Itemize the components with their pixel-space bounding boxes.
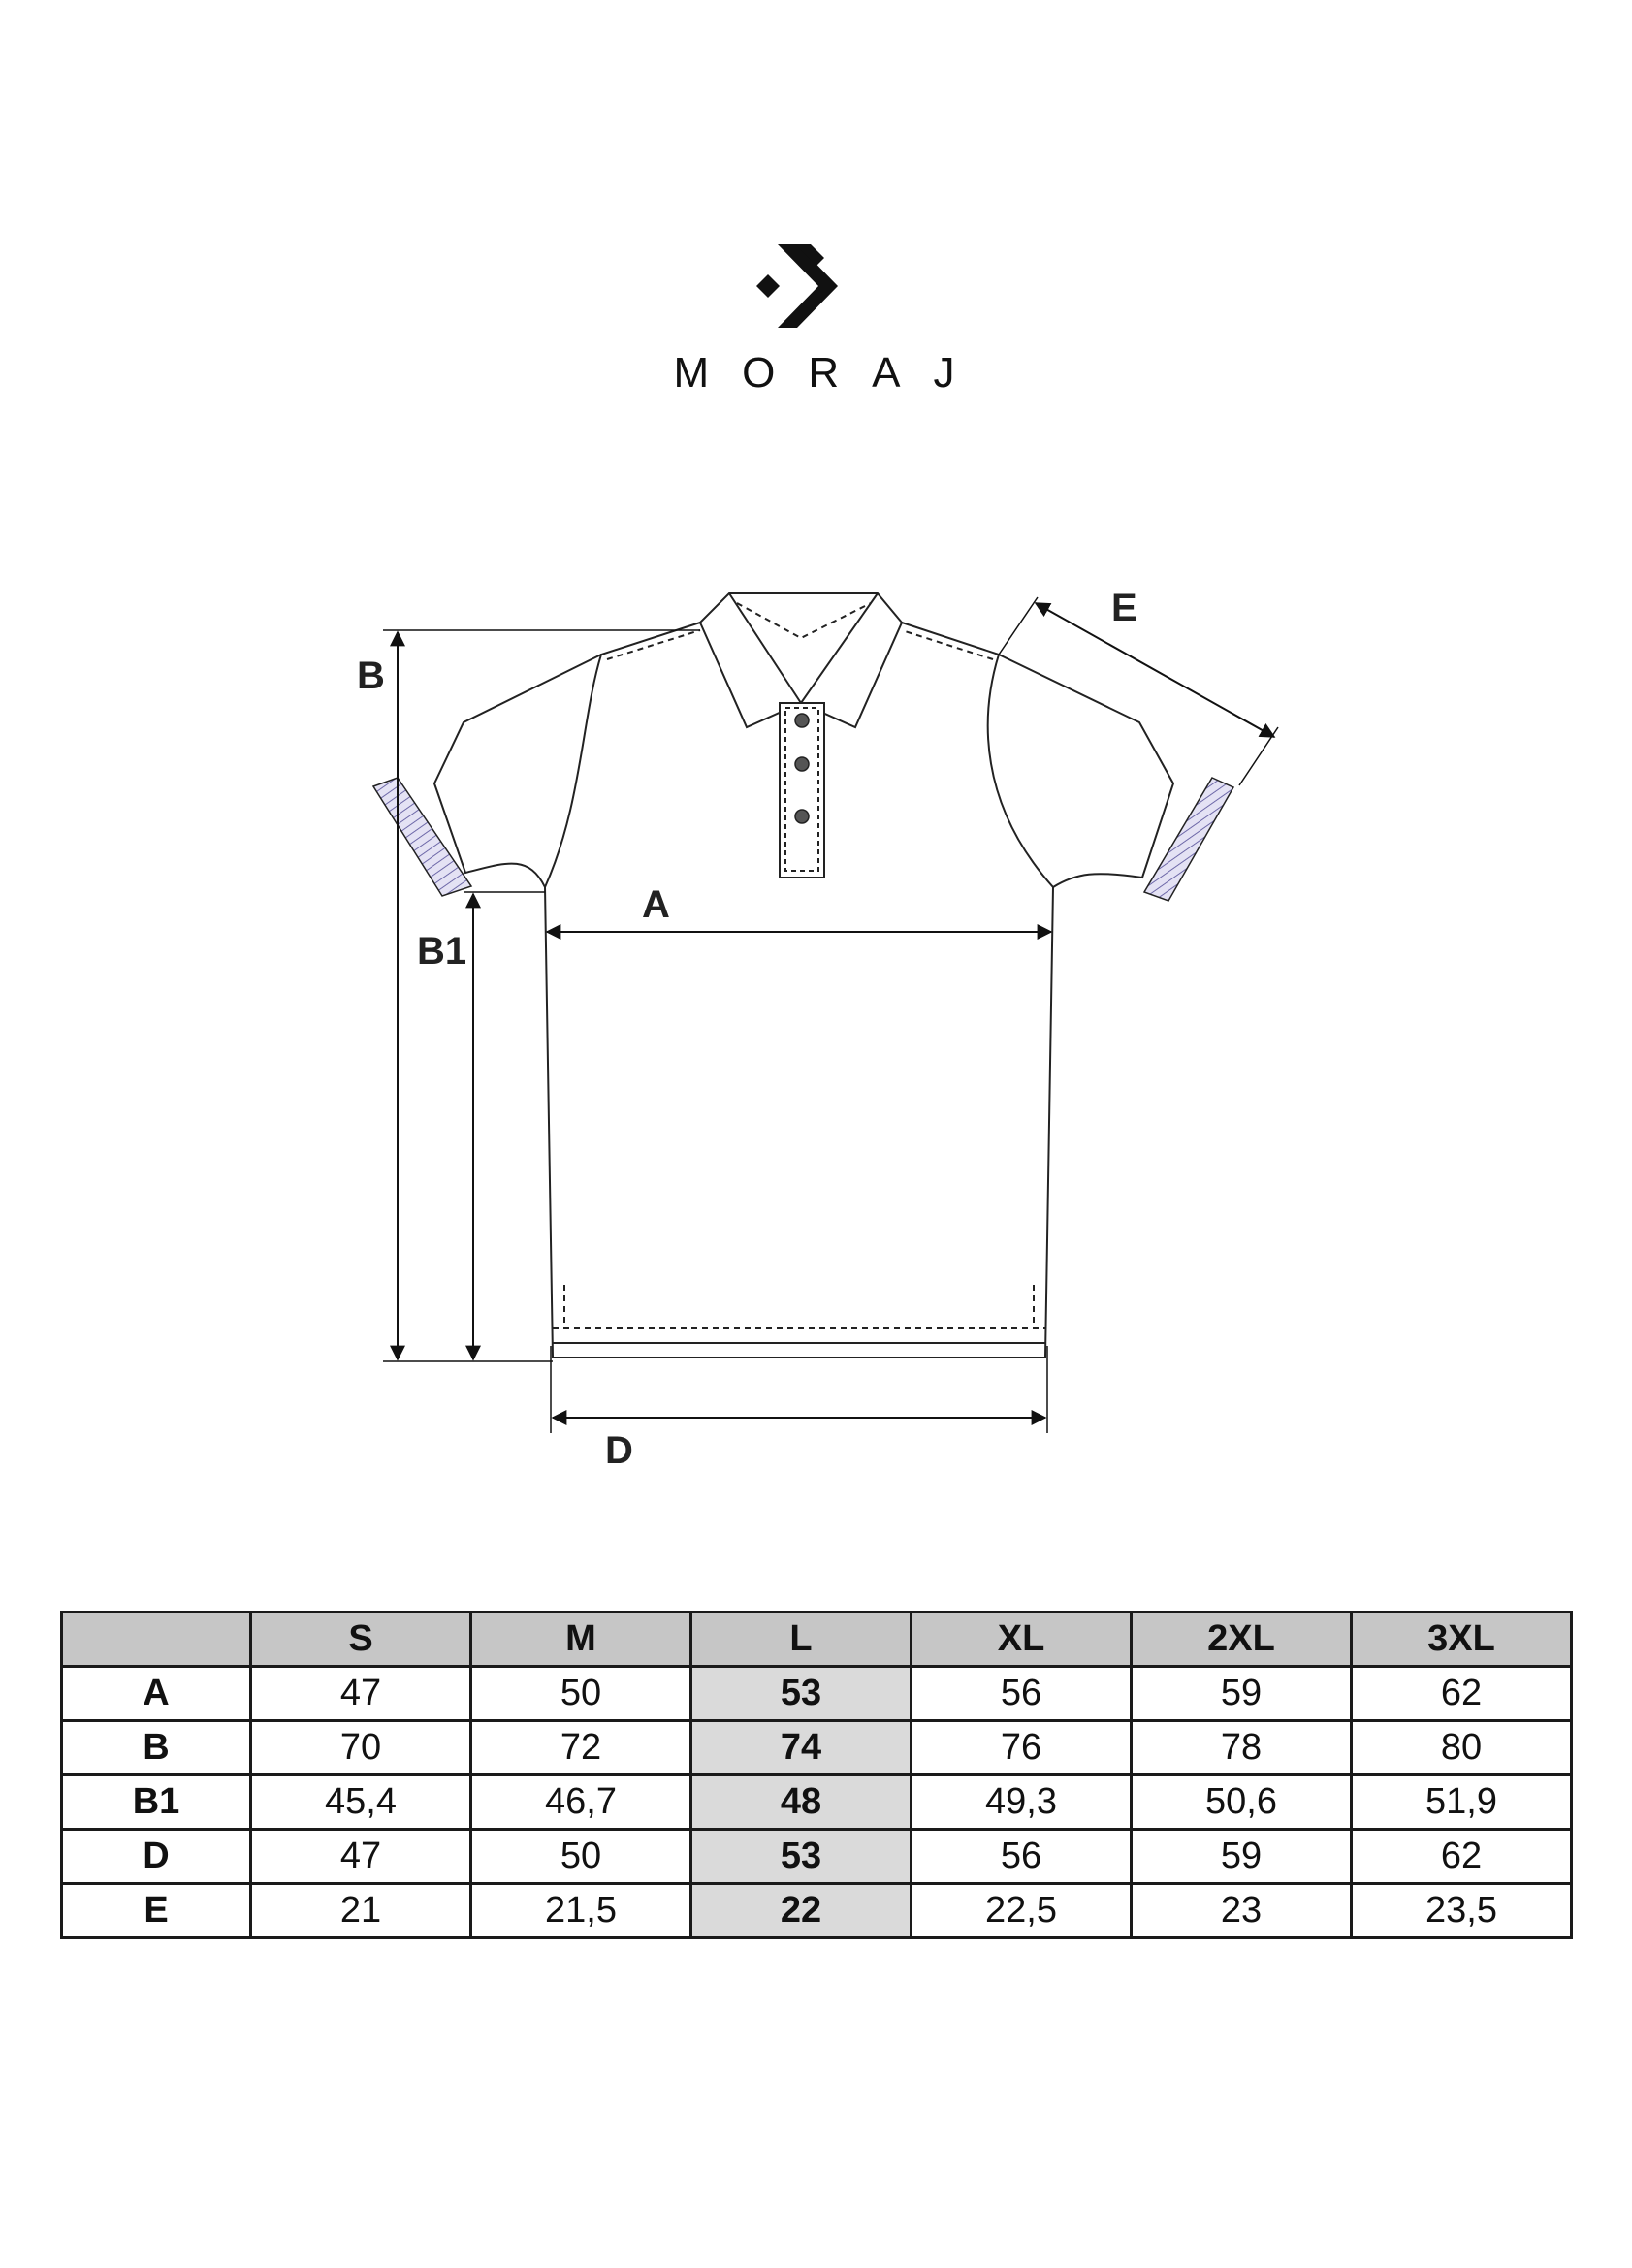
table-row (62, 1721, 1572, 1775)
size-header-2xl: 2XL (1132, 1613, 1352, 1667)
table-cell: 46,7 (471, 1775, 691, 1830)
size-header-l: L (691, 1613, 912, 1667)
table-cell: 62 (1352, 1830, 1572, 1884)
table-cell: 23,5 (1352, 1884, 1572, 1938)
size-header-m: M (471, 1613, 691, 1667)
table-row (62, 1775, 1572, 1830)
table-cell: 70 (251, 1721, 471, 1775)
table-cell: 50 (471, 1667, 691, 1721)
table-cell: 56 (912, 1830, 1132, 1884)
measurement-lines (383, 597, 1278, 1433)
row-label: D (62, 1830, 251, 1884)
measure-label-b: B (357, 655, 385, 697)
table-row (62, 1884, 1572, 1938)
corner-cell (62, 1613, 251, 1667)
table-cell-highlighted: 53 (691, 1830, 912, 1884)
table-row (62, 1667, 1572, 1721)
table-cell: 80 (1352, 1721, 1572, 1775)
table-cell: 59 (1132, 1667, 1352, 1721)
table-cell: 50,6 (1132, 1775, 1352, 1830)
moraj-arrow-logo-icon (756, 242, 853, 330)
table-cell: 49,3 (912, 1775, 1132, 1830)
size-header-xl: XL (912, 1613, 1132, 1667)
table-cell: 47 (251, 1830, 471, 1884)
table-cell: 21,5 (471, 1884, 691, 1938)
measure-label-d: D (605, 1429, 633, 1472)
row-label: B1 (62, 1775, 251, 1830)
size-header-s: S (251, 1613, 471, 1667)
table-cell-highlighted: 74 (691, 1721, 912, 1775)
shirt-outline (434, 593, 1173, 1358)
table-cell: 45,4 (251, 1775, 471, 1830)
table-cell: 23 (1132, 1884, 1352, 1938)
table-cell: 51,9 (1352, 1775, 1572, 1830)
row-label: A (62, 1667, 251, 1721)
table-cell: 62 (1352, 1667, 1572, 1721)
table-cell: 72 (471, 1721, 691, 1775)
size-table-header-row (62, 1613, 1572, 1667)
brand-name: MORAJ (673, 349, 988, 397)
row-label: E (62, 1884, 251, 1938)
table-cell: 78 (1132, 1721, 1352, 1775)
measure-label-e: E (1111, 587, 1137, 629)
row-label: B (62, 1721, 251, 1775)
polo-shirt-diagram (0, 562, 1632, 1493)
table-cell-highlighted: 53 (691, 1667, 912, 1721)
table-cell: 59 (1132, 1830, 1352, 1884)
measure-label-b1: B1 (417, 930, 467, 973)
table-cell: 21 (251, 1884, 471, 1938)
table-cell-highlighted: 48 (691, 1775, 912, 1830)
table-cell-highlighted: 22 (691, 1884, 912, 1938)
table-cell: 47 (251, 1667, 471, 1721)
measure-label-a: A (642, 883, 670, 926)
size-table (60, 1611, 1573, 1939)
table-row (62, 1830, 1572, 1884)
table-cell: 76 (912, 1721, 1132, 1775)
size-header-3xl: 3XL (1352, 1613, 1572, 1667)
table-cell: 50 (471, 1830, 691, 1884)
table-cell: 22,5 (912, 1884, 1132, 1938)
table-cell: 56 (912, 1667, 1132, 1721)
